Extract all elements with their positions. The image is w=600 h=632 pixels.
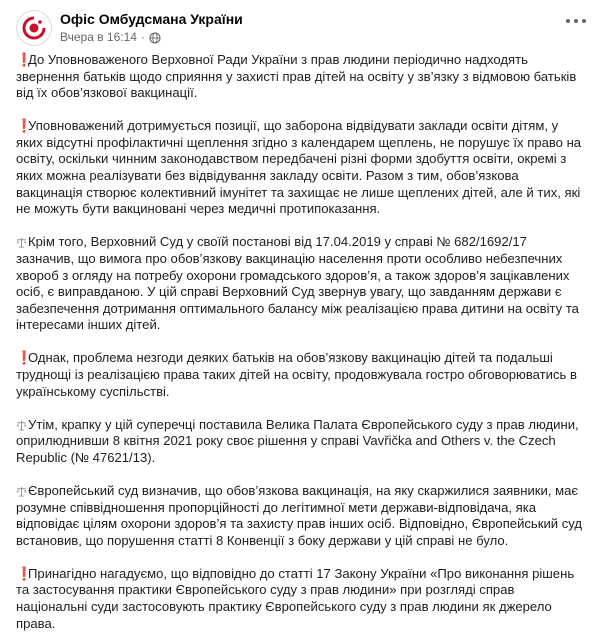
page-name-link[interactable]: Офіс Омбудсмана України xyxy=(60,11,243,27)
paragraph-text: Утім, крапку у цій суперечці поставила Велика Палата Європейського суду з прав людини, оприлюднивши 8 квітня 2021 року своє рішення у справі Vavřička and Others v. the Czech Republic (№ 47621/13). xyxy=(16,416,579,465)
exclamation-icon: ❗ xyxy=(16,52,33,67)
paragraph-text: Крім того, Верховний Суд у своїй постанові від 17.04.2019 у справі № 682/1692/17 зазначив, що вимога про обов’язкову вакцинацію населення проти особливо небезпечних хвороб з огляду на потребу охорони громадського здоров’я, а також здоров’я зацікавлених осіб, є виправданою. У цій справі Верховний Суд звернув увагу, що завданням держави є забезпечення дотримання оптимального балансу між реалізацією права дитини на освіту та інтересами інших дітей. xyxy=(16,234,579,333)
exclamation-icon: ❗ xyxy=(16,350,33,366)
paragraph-3 xyxy=(16,234,586,334)
paragraph-7 xyxy=(16,566,586,632)
scales-icon xyxy=(16,417,26,434)
more-options-icon[interactable] xyxy=(566,14,586,28)
paragraph-1 xyxy=(16,52,586,102)
post-timestamp[interactable]: Вчера в 16:14 xyxy=(60,30,137,44)
paragraph-4 xyxy=(16,350,586,400)
paragraph-text: Однак, проблема незгоди деяких батьків на обов’язкову вакцинацію дітей та подальші труднощі із реалізацією права таких дітей на освіту, продовжувала гостро обговорюватись в українському суспільстві. xyxy=(16,350,577,399)
post-subline xyxy=(60,30,243,45)
paragraph-6 xyxy=(16,483,586,549)
paragraph-text: Принагідно нагадуємо, що відповідно до статті 17 Закону України «Про виконання рішень та застосування практики Європейського суду з прав людини» при розгляді справ національні суди застосовують практику Європейського суду з прав людини як джерело права. xyxy=(16,565,575,631)
globe-icon[interactable] xyxy=(149,32,161,44)
post-meta xyxy=(60,11,243,45)
paragraph-5 xyxy=(16,417,586,467)
exclamation-icon: ❗ xyxy=(16,118,33,134)
exclamation-icon: ❗ xyxy=(16,565,33,581)
paragraph-text: Європейський суд визначив, що обов’язкова вакцинація, на яку скаржилися заявники, має розумне співвідношення пропорційності до легітимної мети держави-відповідача, яка відповідає цілям охорони здоров’я та захисту прав інших осіб. Відповідно, Європейський суд встановив, що порушення статті 8 Конвенції з боку держави у цій справі не було. xyxy=(16,482,583,548)
scales-icon xyxy=(16,234,26,251)
paragraph-text: Уповноважений дотримується позиції, що заборона відвідувати заклади освіти дітям, у яких відсутні профілактичні щеплення згідно з календарем щеплень, не порушує їх право на освіту, оскільки чинним законодавством передбачені різні форми здобуття освіти, окремі з яких можна реалізувати без відвідування закладу освіти. Разом з тим, обов’язкова вакцинація створює колективний імунітет та захищає не лише щеплених дітей, але й тих, які не можуть бути вакциновані через медичні протипоказання. xyxy=(16,118,582,217)
paragraph-2 xyxy=(16,118,586,218)
paragraph-text: До Уповноваженого Верховної Ради України з прав людини періодично надходять звернення батьків щодо сприяння у захисті прав дітей на освіту у зв’язку з відмовою батьків від їх обов’язкової вакцинації. xyxy=(16,52,577,101)
ombudsman-logo-icon xyxy=(21,15,47,41)
scales-icon xyxy=(16,483,26,500)
separator-dot: · xyxy=(140,30,145,44)
post-body xyxy=(16,52,586,632)
page-avatar[interactable] xyxy=(16,10,52,46)
post-header xyxy=(16,0,586,52)
